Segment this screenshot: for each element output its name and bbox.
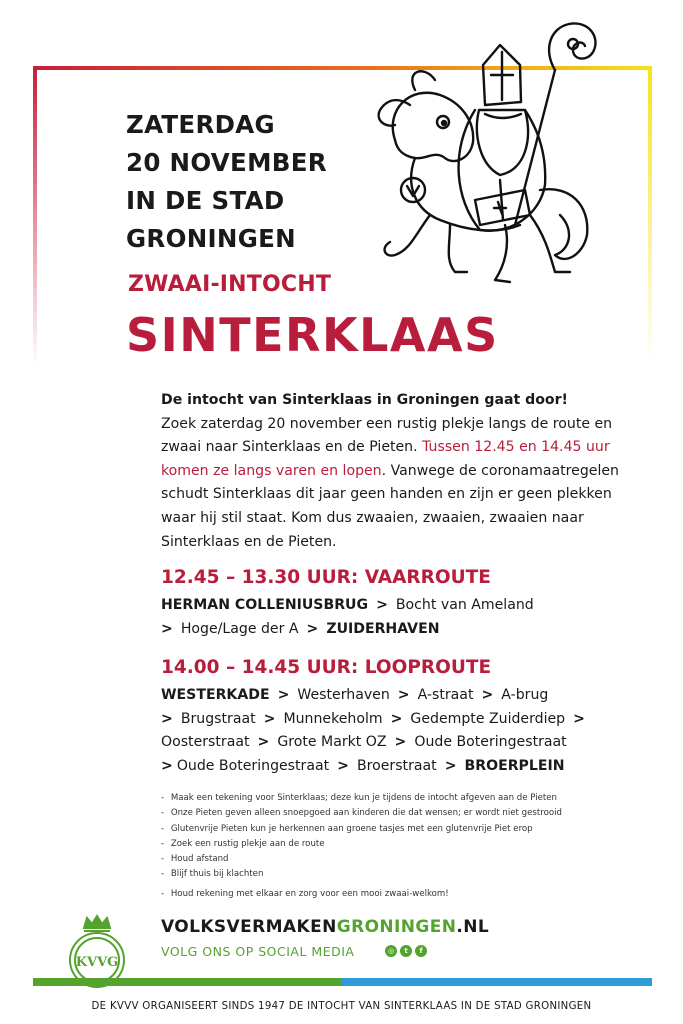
tip-item: - Blijf thuis bij klachten <box>161 867 641 882</box>
route-stop: Munnekeholm <box>283 710 383 727</box>
route-stop: Westerhaven <box>297 687 390 703</box>
subtitle: ZWAAI-INTOCHT <box>128 272 332 297</box>
footer-bar-blue <box>341 978 652 986</box>
tip-item: - Maak een tekening voor Sinterklaas; deze kun je tijdens de intocht afgeven aan de Pieten <box>161 791 641 806</box>
route-stop: WESTERKADE <box>161 687 270 703</box>
route-stop: Oude Boteringestraat <box>414 734 567 750</box>
crown-icon <box>84 916 110 928</box>
intro-lead: De intocht van Sinterklaas in Groningen gaat door! <box>161 392 568 408</box>
beard <box>477 110 528 175</box>
route-stop: BROERPLEIN <box>464 757 565 774</box>
social-media-label: VOLG ONS OP SOCIAL MEDIA <box>161 944 355 959</box>
route-stop: ZUIDERHAVEN <box>326 620 440 637</box>
footer-bar-green <box>33 978 341 986</box>
headline-line-3: IN DE STAD <box>126 186 285 215</box>
main-title: SINTERKLAAS <box>126 308 499 362</box>
headline-line-2: 20 NOVEMBER <box>126 148 327 177</box>
intro-text-1: Zoek zaterdag 20 november een rustig plekje langs de route en zwaai naar Sinterklaas en de Pieten. <box>161 415 613 456</box>
tips-list <box>161 791 641 902</box>
tip-item: - Houd rekening met elkaar en zorg voor een mooi zwaai-welkom! <box>161 887 641 902</box>
intro-paragraph <box>161 389 631 554</box>
route-stop: A-straat <box>417 687 474 703</box>
intro-text-2: . Vanwege de coronamaatregelen schudt Sinterklaas dit jaar geen handen en zijn er geen plekken waar hij stil staat. Kom dus zwaaien, zwaaien, zwaaien naar Sinterklaas en de Pieten. <box>161 462 619 550</box>
social-icons <box>385 945 427 957</box>
intro-highlight: Tussen 12.45 en 14.45 uur komen ze langs varen en lopen <box>161 439 610 479</box>
frame-left <box>33 66 37 366</box>
headline-line-4: GRONINGEN <box>126 224 296 253</box>
logo-text: KVVG <box>75 955 119 970</box>
route-stop: HERMAN COLLENIUSBRUG <box>161 597 369 613</box>
staff-crook <box>549 23 595 70</box>
headline-line-1: ZATERDAG <box>126 110 275 139</box>
route-stop: Gedempte Zuiderdiep <box>410 710 566 727</box>
vaarroute-title: 12.45 – 13.30 UUR: VAARROUTE <box>161 567 491 588</box>
tip-item: - Glutenvrije Pieten kun je herkennen aan groene tasjes met een glutenvrije Piet erop <box>161 822 641 837</box>
tip-item: - Houd afstand <box>161 852 641 867</box>
route-stop: Brugstraat <box>180 710 256 727</box>
route-stop: Grote Markt OZ <box>277 734 387 750</box>
footer-text: DE KVVV ORGANISEERT SINDS 1947 DE INTOCHT VAN SINTERKLAAS IN DE STAD GRONINGEN <box>91 1001 592 1012</box>
website-link[interactable]: VOLKSVERMAKENGRONINGEN.NL <box>161 917 490 937</box>
twitter-icon[interactable]: t <box>400 945 412 957</box>
looproute-stops: WESTERKADE > Westerhaven > A-straat > A-brug > Brugstraat > Munnekeholm > Gedempte Zuiderdiep > Oosterstraat > Grote Markt OZ > Oude Boteringestraat > Oude Boteringestraat > Broerstraat > BROERPLEIN <box>161 687 585 774</box>
route-stop: Hoge/Lage der A <box>180 620 299 637</box>
facebook-icon[interactable]: f <box>415 945 427 957</box>
route-stop: A-brug <box>501 687 549 703</box>
route-stop: Bocht van Ameland <box>395 597 534 613</box>
route-stop: Oude Boteringestraat <box>176 757 330 774</box>
tip-item: - Onze Pieten geven alleen snoepgoed aan kinderen die dat wensen; er wordt niet gestrooid <box>161 806 641 821</box>
frame-right <box>648 66 652 366</box>
looproute-title: 14.00 – 14.45 UUR: LOOPROUTE <box>161 657 492 678</box>
tip-item: - Zoek een rustig plekje aan de route <box>161 837 641 852</box>
route-stop: Oosterstraat <box>161 734 250 750</box>
headline <box>126 106 416 258</box>
route-stop: Broerstraat <box>356 757 437 774</box>
instagram-icon[interactable]: ◎ <box>385 945 397 957</box>
vaarroute-stops: HERMAN COLLENIUSBRUG > Bocht van Ameland > Hoge/Lage der A > ZUIDERHAVEN <box>161 597 534 637</box>
